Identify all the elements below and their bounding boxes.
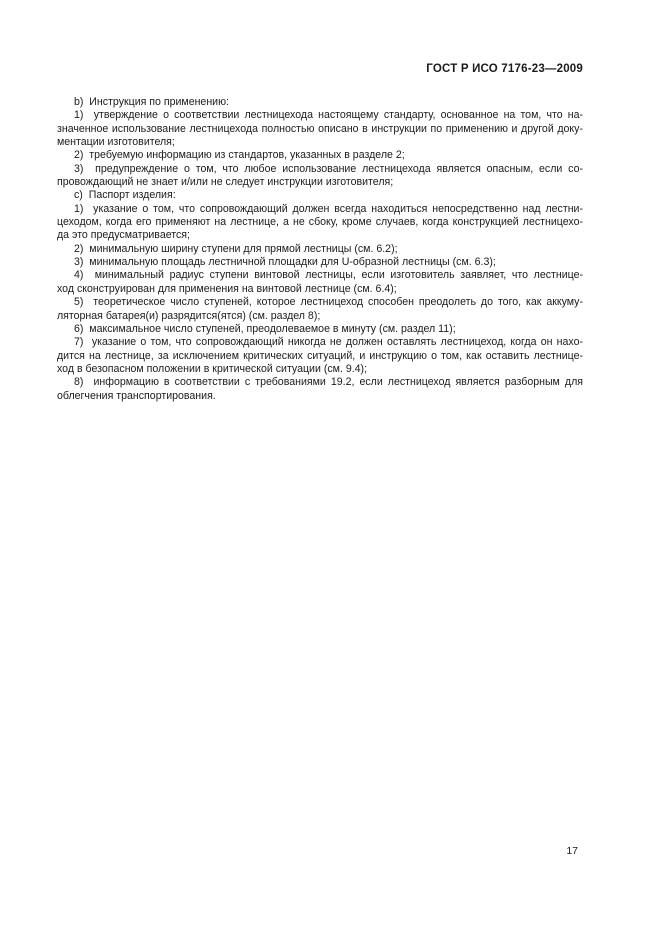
text-line: 1) указание о том, что сопровождающий должен всегда находиться непосредственно над лестни-	[74, 202, 583, 215]
list-item-c6	[57, 323, 583, 336]
text-line: 1) утверждение о соответствии лестницехода настоящему стандарту, основанное на том, что на-	[74, 109, 583, 122]
list-item-c4	[57, 269, 583, 296]
text-line: дится на лестнице, за исключением критических ситуаций, и инструкцию о том, как оставить лестнице-	[57, 349, 583, 362]
text-line: 8) информацию в соответствии с требованиями 19.2, если лестницеход является разборным для	[74, 376, 583, 389]
text-line: 6) максимальное число ступеней, преодолеваемое в минуту (см. раздел 11);	[74, 322, 456, 335]
text-line: 3) предупреждение о том, что любое использование лестницехода является опасным, если со-	[74, 162, 583, 175]
text-line: b) Инструкция по применению:	[74, 96, 229, 108]
list-item-c8	[57, 376, 583, 403]
text-line: 2) требуемую информацию из стандартов, указанных в разделе 2;	[74, 149, 405, 162]
text-line: 3) минимальную площадь лестничной площадки для U-образной лестницы (см. 6.3);	[74, 256, 496, 269]
text-line: 2) минимальную ширину ступени для прямой лестницы (см. 6.2);	[74, 242, 398, 255]
list-item-c1	[57, 203, 583, 243]
text-line: цеходом, когда его применяют на лестнице, а не сбоку, кроме случаев, когда конструкцией лестницехо-	[57, 216, 583, 229]
text-line: 4) минимальный радиус ступени винтовой лестницы, если изготовитель заявляет, что лестнице-	[74, 269, 583, 282]
text-line: облегчения транспортирования.	[57, 389, 216, 402]
text-line: да это предусматривается;	[57, 229, 190, 242]
list-item-b3	[57, 163, 583, 190]
list-item-b	[57, 96, 583, 109]
list-item-c2	[57, 243, 583, 256]
list-item-c5	[57, 296, 583, 323]
text-line: провождающий не знает и/или не следует инструкции изготовителя;	[57, 176, 394, 189]
document-code-header: ГОСТ Р ИСО 7176-23—2009	[426, 63, 583, 75]
document-body	[57, 96, 583, 403]
text-line: c) Паспорт изделия:	[74, 189, 176, 202]
text-line: ход сконструирован для применения на винтовой лестнице (см. 6.4);	[57, 282, 397, 295]
text-line: значенное использование лестницехода полностью описано в инструкции по применению и другой доку-	[57, 122, 583, 135]
text-line: 5) теоретическое число ступеней, которое лестницеход способен преодолеть до того, как аккуму-	[74, 296, 583, 309]
list-item-c3	[57, 256, 583, 269]
list-item-c7	[57, 336, 583, 376]
list-item-b2	[57, 149, 583, 162]
text-line: ход в безопасном положении в критической ситуации (см. 9.4);	[57, 362, 368, 375]
text-line: ментации изготовителя;	[57, 136, 175, 149]
list-item-b1	[57, 109, 583, 149]
text-line: 7) указание о том, что сопровождающий никогда не должен оставлять лестницеход, когда он нахо-	[74, 336, 583, 349]
list-item-c	[57, 189, 583, 202]
text-line: ляторная батарея(и) разрядится(ятся) (см. раздел 8);	[57, 309, 321, 322]
page-number: 17	[566, 845, 578, 857]
